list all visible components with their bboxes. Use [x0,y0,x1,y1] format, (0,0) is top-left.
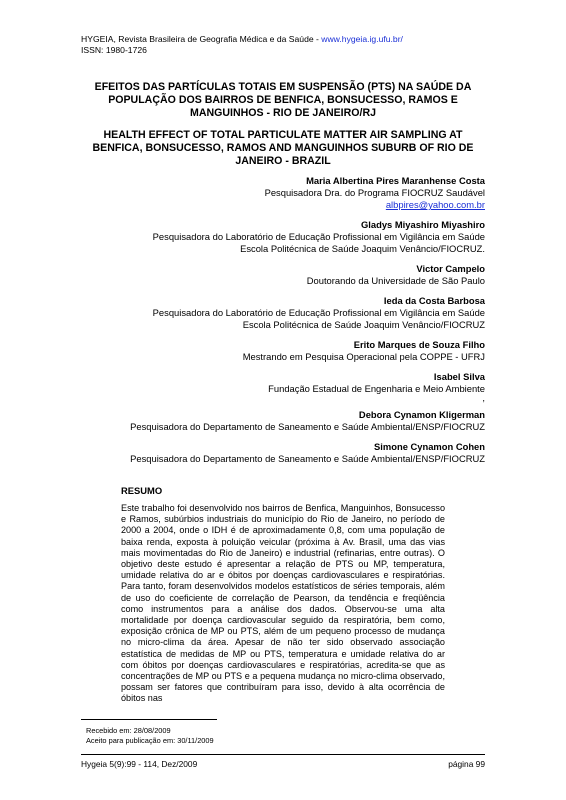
footer-divider [81,754,485,755]
author-name: Debora Cynamon Kligerman [358,409,485,420]
author-affiliation: Escola Politécnica de Saúde Joaquim Venâncio/FIOCRUZ [242,319,485,330]
received-date: Recebido em: 28/08/2009 [86,726,171,735]
issn: ISSN: 1980-1726 [81,45,147,55]
author-affiliation: Pesquisadora do Departamento de Saneamento e Saúde Ambiental/ENSP/FIOCRUZ [130,453,485,464]
author-affiliation: Pesquisadora do Departamento de Saneamento e Saúde Ambiental/ENSP/FIOCRUZ [130,421,485,432]
author-entry [65,441,485,465]
author-name: Erito Marques de Souza Filho [353,339,485,350]
author-affiliation: Mestrando em Pesquisa Operacional pela COPPE - UFRJ [242,351,485,362]
author-affiliation: Doutorando da Universidade de São Paulo [306,275,485,286]
author-entry [65,371,485,401]
author-list [65,175,485,473]
title-english: HEALTH EFFECT OF TOTAL PARTICULATE MATTER AIR SAMPLING AT BENFICA, BONSUCESSO, RAMOS AND MANGUINHOS SUBURB OF RIO DE JANEIRO - BRAZIL [92,129,474,167]
author-affiliation: Pesquisadora do Laboratório de Educação Profissional em Vigilância em Saúde [152,231,485,242]
page-number: página 99 [448,759,485,769]
author-name: Isabel Silva [433,371,485,382]
author-email-link[interactable]: albpires@yahoo.com.br [385,199,485,210]
author-name: Victor Campelo [416,263,485,274]
abstract-text: Este trabalho foi desenvolvido nos bairros de Benfica, Manguinhos, Bonsucesso e Ramos, subúrbios industriais do município do Rio de Janeiro, no período de 2000 a 2004, onde o IDH é de aproximadamente 0,8, com uma população de baixa renda, exposta à poluição veicular (próxima à Av. Brasil, uma das vias mais movimentadas do Rio de Janeiro) e industrial (refinarias, entre outras). O objetivo deste estudo é apresentar a relação de PTS ou MP, temperatura, umidade relativa do ar e óbitos por doenças cardiovasculares e respiratórias. Para tanto, foram desenvolvidos modelos estatísticos de séries temporais, além de uso do coeficiente de correlação de Pearson, da tendência e freqüência como instrumentos para a análise dos dados. Observou-se uma alta mortalidade por doença cardiovascular seguido da respiratória, bem como, exposição crônica de MP ou PTS, além de um pequeno processo de mudança no micro-clima da área. Apesar de não ter sido observado associação estatística de medidas de MP ou PTS, temperatura e umidade relativa do ar com óbitos por doenças cardiovasculares e respiratórias, acredita-se que as concentrações de MP ou PTS e a pequena mudança no micro-clima observado, possam ser fatores que contribuíram para isso, devido à alta ocorrência de óbitos nas [121,503,445,704]
title-portuguese: EFEITOS DAS PARTÍCULAS TOTAIS EM SUSPENSÃO (PTS) NA SAÚDE DA POPULAÇÃO DOS BAIRROS DE BENFICA, BONSUCESSO, RAMOS E MANGUINHOS - RIO DE JANEIRO/RJ [94,81,472,119]
accepted-date: Aceito para publicação em: 30/11/2009 [86,736,214,745]
author-entry [65,219,485,255]
author-affiliation: Fundação Estadual de Engenharia e Meio Ambiente [268,383,485,394]
author-entry [65,339,485,363]
footer-citation: Hygeia 5(9):99 - 114, Dez/2009 [81,759,198,769]
author-entry [65,295,485,331]
author-entry [65,409,485,433]
author-entry [65,175,485,211]
journal-name: HYGEIA, Revista Brasileira de Geografia Médica e da Saúde - [81,34,322,44]
stray-comma: , [482,392,485,403]
journal-url-link[interactable]: www.hygeia.ig.ufu.br/ [321,34,403,44]
author-entry [65,263,485,287]
journal-line [81,34,403,45]
author-name: Simone Cynamon Cohen [374,441,485,452]
author-name: Ieda da Costa Barbosa [383,295,485,306]
journal-header [81,34,403,56]
author-affiliation: Escola Politécnica de Saúde Joaquim Venâncio/FIOCRUZ. [240,243,485,254]
footnotes [86,726,214,746]
author-name: Maria Albertina Pires Maranhense Costa [306,175,485,186]
author-name: Gladys Miyashiro Miyashiro [361,219,485,230]
author-affiliation: Pesquisadora do Laboratório de Educação Profissional em Vigilância em Saúde [152,307,485,318]
footnote-divider [81,719,217,720]
author-affiliation: Pesquisadora Dra. do Programa FIOCRUZ Saudável [264,187,485,198]
abstract-heading: RESUMO [121,485,163,496]
